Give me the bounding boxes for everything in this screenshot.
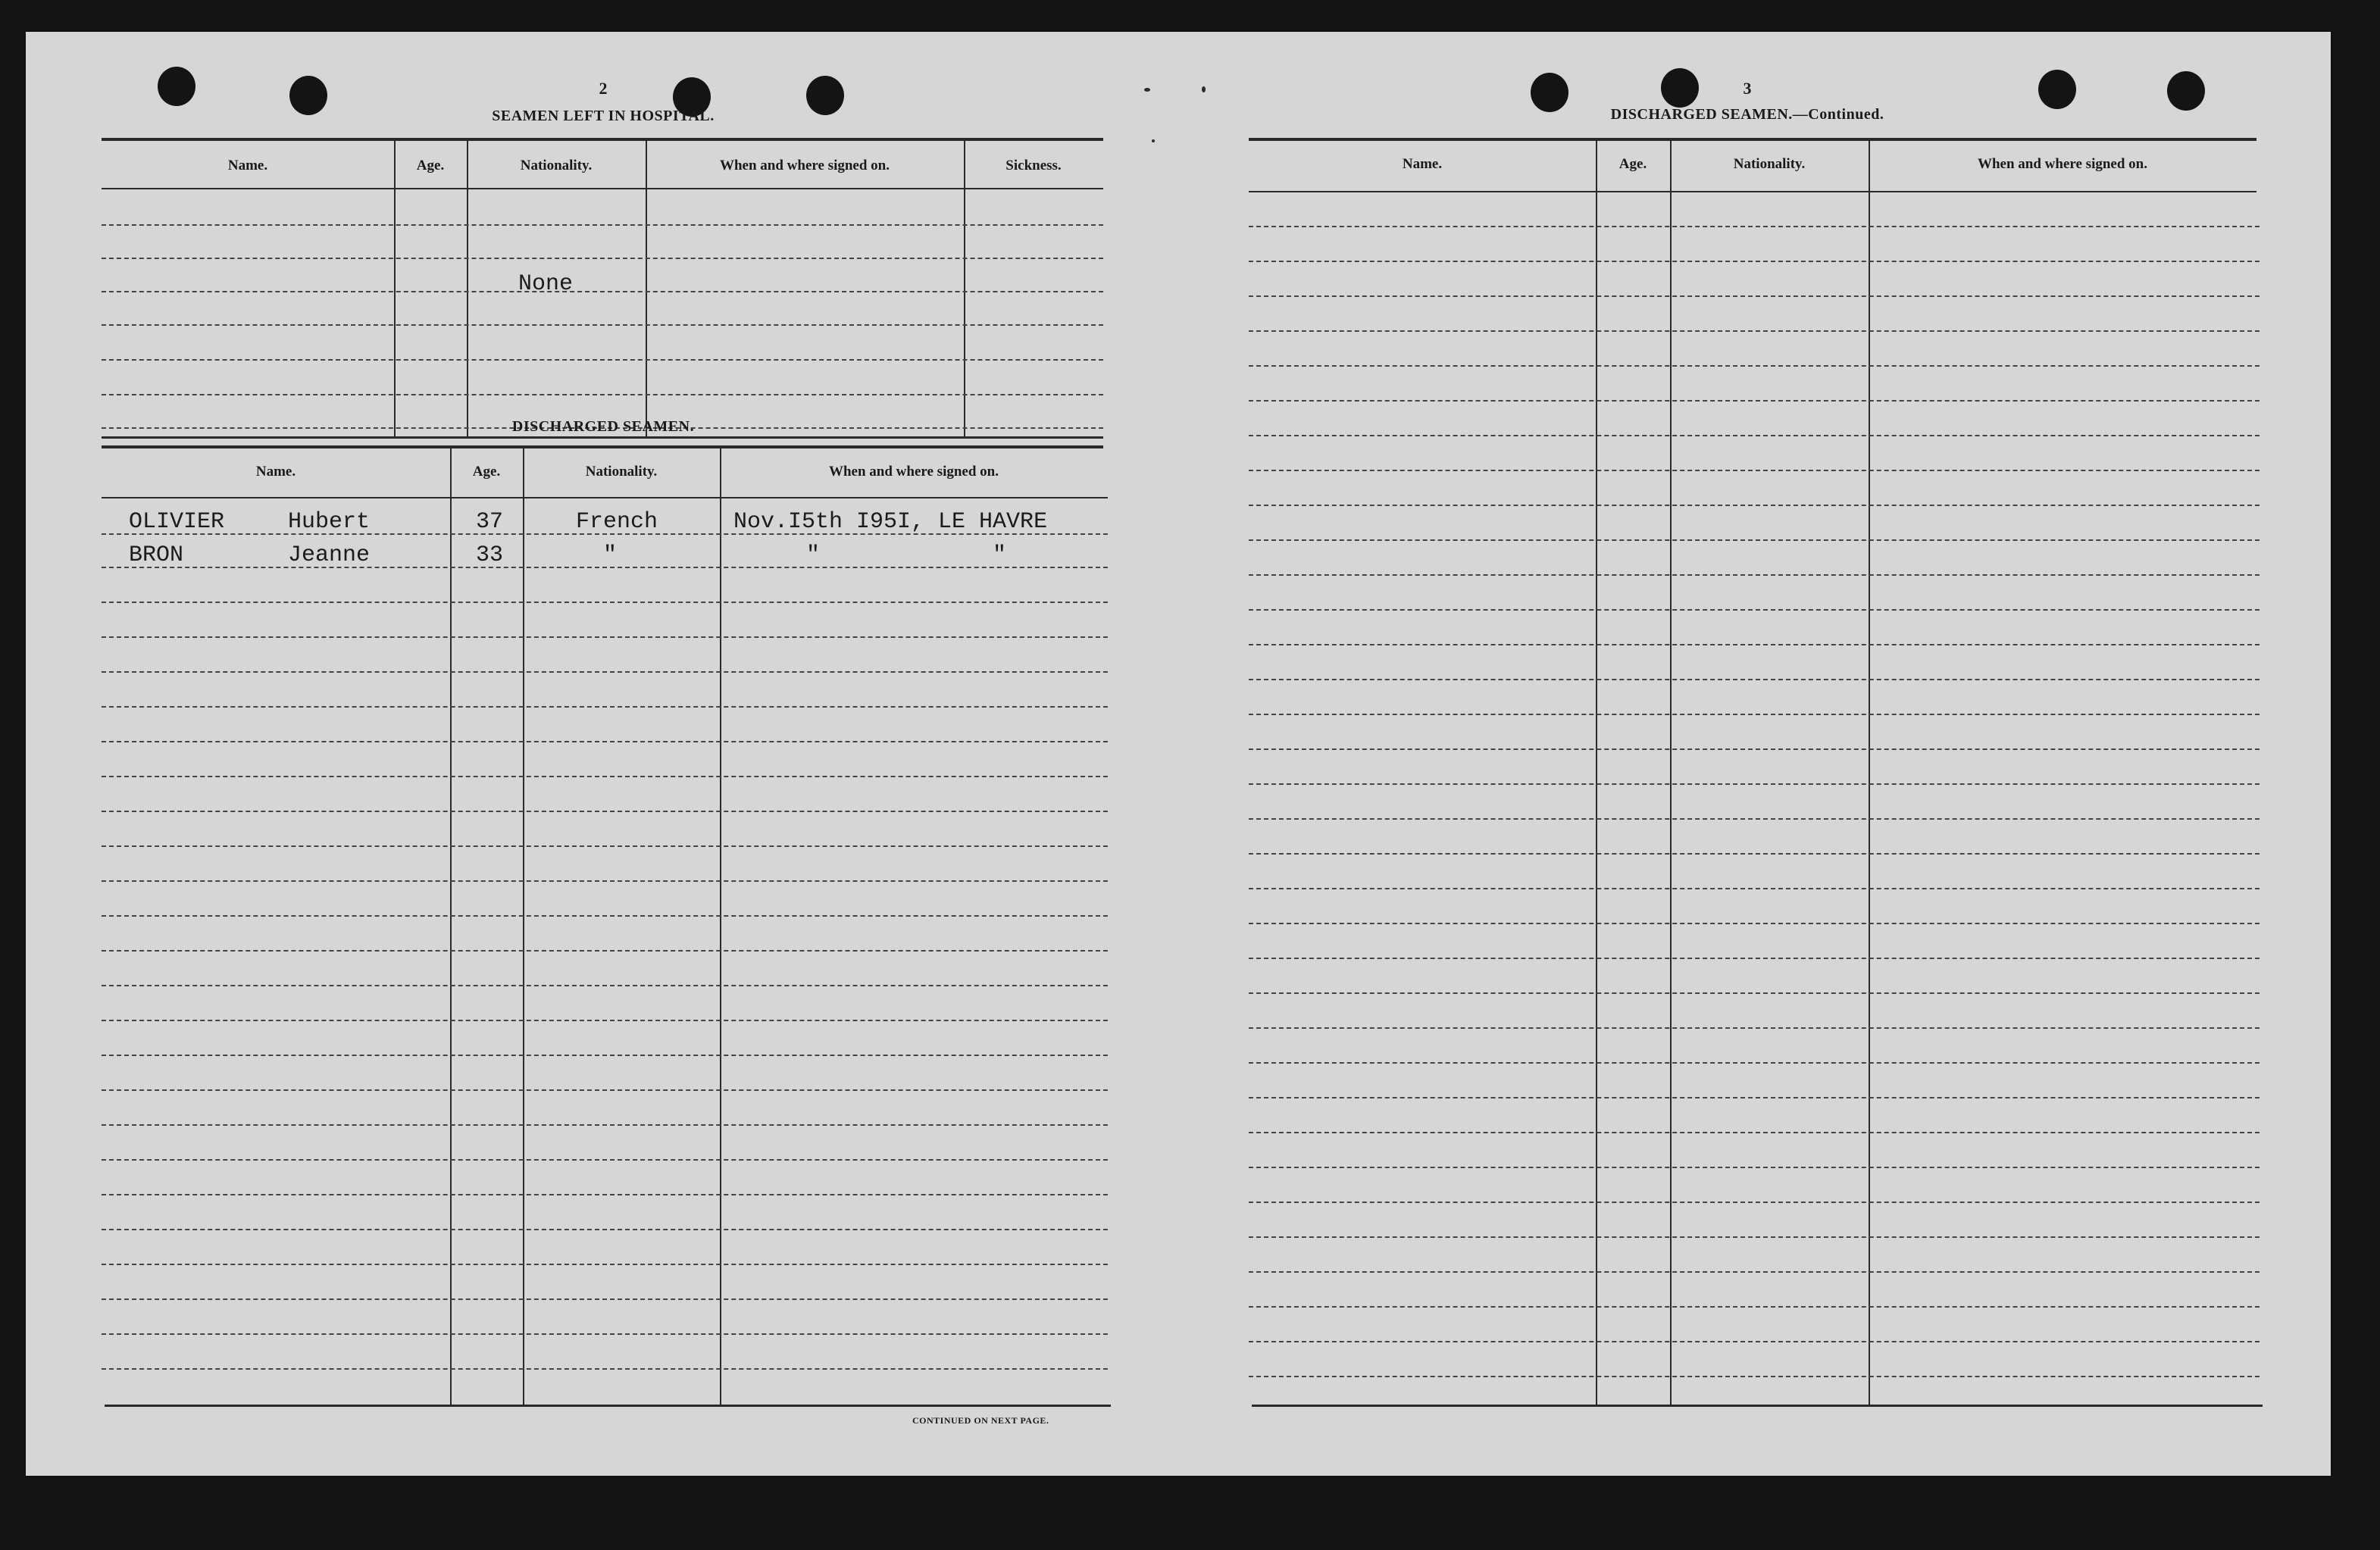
right-col-signed-on: When and where signed on.	[1977, 156, 2147, 172]
ledger-sheet	[26, 32, 2331, 1476]
discharged-row-line	[102, 1264, 1108, 1265]
right-row-line	[1249, 574, 2260, 576]
hospital-col-divider	[394, 141, 396, 436]
hospital-col-divider	[646, 141, 647, 436]
hospital-table-top-rule	[102, 138, 1103, 141]
hospital-row-line	[102, 324, 1103, 326]
discharged-row-line	[102, 1194, 1108, 1195]
right-row-line	[1249, 1132, 2260, 1133]
seaman-2-age: 33	[476, 542, 504, 568]
hospital-row-line	[102, 359, 1103, 361]
hospital-section-title: SEAMEN LEFT IN HOSPITAL.	[492, 108, 715, 124]
discharged-row-line	[102, 671, 1108, 673]
punch-hole	[2038, 70, 2076, 109]
discharged-col-divider	[523, 448, 524, 1406]
right-row-line	[1249, 435, 2260, 436]
right-row-line	[1249, 226, 2260, 227]
discharged-row-line	[102, 1368, 1108, 1370]
right-row-line	[1249, 505, 2260, 506]
discharged-col-divider	[450, 448, 452, 1406]
discharged-row-line	[102, 1124, 1108, 1126]
seaman-2-nationality-ditto: "	[603, 542, 618, 568]
discharged-row-line	[102, 636, 1108, 638]
discharged-row-line	[102, 706, 1108, 708]
hospital-table-bottom-rule	[102, 436, 1103, 439]
hospital-col-nationality: Nationality.	[520, 158, 593, 173]
right-row-line	[1249, 1027, 2260, 1029]
right-row-line	[1249, 1167, 2260, 1168]
hospital-row-line	[102, 258, 1103, 259]
punch-hole	[1661, 68, 1699, 108]
right-row-line	[1249, 888, 2260, 889]
right-row-line	[1249, 1341, 2260, 1342]
right-page-number: 3	[1743, 79, 1752, 98]
hospital-header-rule	[102, 188, 1103, 189]
ink-speck	[1144, 88, 1150, 92]
seaman-1-nationality: French	[576, 509, 658, 535]
seaman-2-surname: BRON	[129, 542, 184, 568]
right-col-age: Age.	[1618, 156, 1647, 172]
discharged-row-line	[102, 776, 1108, 777]
hospital-col-sickness: Sickness.	[1005, 158, 1062, 173]
discharged-table-top-rule	[102, 445, 1103, 448]
seaman-2-signed-on-date-ditto: "	[806, 542, 821, 568]
right-row-line	[1249, 609, 2260, 611]
hospital-col-age: Age.	[416, 158, 445, 173]
right-row-line	[1249, 783, 2260, 785]
right-row-line	[1249, 1062, 2260, 1064]
seaman-1-surname: OLIVIER	[129, 509, 225, 535]
right-row-line	[1249, 679, 2260, 680]
right-col-nationality: Nationality.	[1733, 156, 1806, 172]
right-row-line	[1249, 818, 2260, 820]
discharged-header-rule	[102, 497, 1108, 498]
seaman-2-given-name: Jeanne	[288, 542, 371, 568]
discharged-row-line	[102, 1229, 1108, 1230]
right-row-line	[1249, 1376, 2260, 1377]
discharged-col-nationality: Nationality.	[585, 464, 658, 480]
discharged-col-signed-on: When and where signed on.	[828, 464, 999, 480]
hospital-col-divider	[964, 141, 965, 436]
discharged-row-line	[102, 880, 1108, 882]
right-row-line	[1249, 714, 2260, 715]
ink-speck	[1202, 86, 1206, 92]
right-row-line	[1249, 261, 2260, 262]
seaman-1-age: 37	[476, 509, 504, 535]
hospital-row-line	[102, 394, 1103, 395]
right-row-line	[1249, 958, 2260, 959]
discharged-row-line	[102, 1159, 1108, 1161]
right-row-line	[1249, 923, 2260, 924]
right-row-line	[1249, 539, 2260, 541]
seaman-1-given-name: Hubert	[288, 509, 371, 535]
discharged-row-line	[102, 985, 1108, 986]
right-col-name: Name.	[1402, 156, 1443, 172]
right-row-line	[1249, 1202, 2260, 1203]
hospital-col-signed-on: When and where signed on.	[719, 158, 890, 173]
discharged-row-line	[102, 1055, 1108, 1056]
right-row-line	[1249, 992, 2260, 994]
right-row-line	[1249, 1306, 2260, 1308]
seaman-1-signed-on: Nov.I5th I95I, LE HAVRE	[733, 509, 1048, 535]
discharged-col-age: Age.	[472, 464, 501, 480]
right-row-line	[1249, 853, 2260, 855]
right-row-line	[1249, 1271, 2260, 1273]
punch-hole	[806, 76, 844, 115]
hospital-row-line	[102, 224, 1103, 226]
discharged-row-line	[102, 602, 1108, 603]
discharged-row-line	[102, 1333, 1108, 1335]
continued-footer: CONTINUED ON NEXT PAGE.	[912, 1415, 1049, 1426]
discharged-row-line	[102, 741, 1108, 742]
right-header-rule	[1249, 191, 2256, 192]
punch-hole	[289, 76, 327, 115]
right-table-top-rule	[1249, 138, 2256, 141]
punch-hole	[2167, 71, 2205, 111]
punch-hole	[1531, 73, 1568, 112]
discharged-row-line	[102, 1089, 1108, 1091]
right-row-line	[1249, 1097, 2260, 1098]
discharged-row-line	[102, 950, 1108, 952]
ink-speck	[1152, 139, 1155, 142]
right-row-line	[1249, 644, 2260, 645]
right-row-line	[1249, 365, 2260, 367]
discharged-row-line	[102, 811, 1108, 812]
discharged-col-divider	[720, 448, 721, 1406]
seaman-2-signed-on-place-ditto: "	[993, 542, 1007, 568]
right-row-line	[1249, 330, 2260, 332]
right-row-line	[1249, 1236, 2260, 1238]
discharged-col-name: Name.	[255, 464, 296, 480]
hospital-col-divider	[467, 141, 468, 436]
hospital-row-line	[102, 291, 1103, 292]
punch-hole	[158, 67, 195, 106]
discharged-row-line	[102, 845, 1108, 847]
right-row-line	[1249, 400, 2260, 402]
discharged-row-line	[102, 915, 1108, 917]
discharged-row-line	[102, 1298, 1108, 1300]
discharged-table-bottom-rule	[105, 1405, 1111, 1407]
discharged-continued-title: DISCHARGED SEAMEN.—Continued.	[1610, 106, 1884, 123]
right-row-line	[1249, 470, 2260, 471]
hospital-entry-none: None	[518, 271, 574, 297]
hospital-col-name: Name.	[227, 158, 268, 173]
right-row-line	[1249, 295, 2260, 297]
right-table-bottom-rule	[1252, 1405, 2263, 1407]
right-row-line	[1249, 748, 2260, 750]
discharged-section-title: DISCHARGED SEAMEN.	[511, 418, 695, 435]
left-page-number: 2	[599, 79, 608, 98]
discharged-row-line	[102, 1020, 1108, 1021]
